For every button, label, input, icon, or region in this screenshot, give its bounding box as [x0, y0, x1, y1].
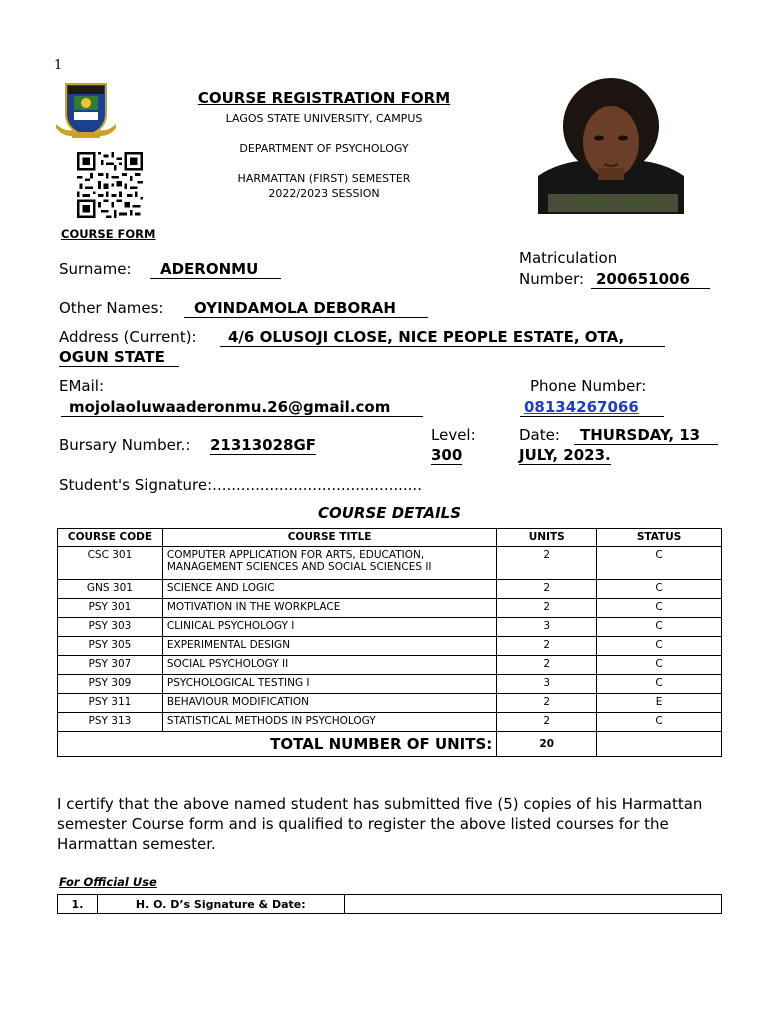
- table-row: [58, 599, 722, 618]
- course-status: C: [597, 675, 722, 694]
- address-line2-value: OGUN STATE: [59, 348, 179, 367]
- course-units: 2: [497, 637, 597, 656]
- course-title: EXPERIMENTAL DESIGN: [162, 637, 496, 656]
- bursary-label: Bursary Number.:: [59, 436, 191, 454]
- header-course-title: COURSE TITLE: [162, 529, 496, 547]
- university-crest-logo: [54, 80, 118, 140]
- course-title: STATISTICAL METHODS IN PSYCHOLOGY: [162, 713, 496, 732]
- other-names-value: OYINDAMOLA DEBORAH: [184, 299, 428, 318]
- matric-label-line2: Number:: [519, 270, 585, 288]
- table-row: [58, 713, 722, 732]
- level-label: Level:: [431, 426, 476, 444]
- official-row-number: 1.: [58, 895, 98, 914]
- course-units: 3: [497, 675, 597, 694]
- email-label: EMail:: [59, 377, 104, 395]
- course-details-title: COURSE DETAILS: [317, 504, 462, 522]
- course-code: PSY 313: [58, 713, 163, 732]
- photo-caption: UTME 2020: [548, 194, 678, 212]
- course-code: PSY 301: [58, 599, 163, 618]
- course-status: C: [597, 580, 722, 599]
- level-value: 300: [431, 446, 463, 464]
- table-row: [58, 547, 722, 580]
- session-name: 2022/2023 SESSION: [268, 187, 380, 200]
- course-title: SOCIAL PSYCHOLOGY II: [162, 656, 496, 675]
- total-units-value: 20: [497, 732, 597, 757]
- course-units: 2: [497, 599, 597, 618]
- other-names-label: Other Names:: [59, 299, 164, 317]
- matric-number-value: 200651006: [591, 270, 710, 289]
- table-row: [58, 637, 722, 656]
- course-title: SCIENCE AND LOGIC: [162, 580, 496, 599]
- certification-text: I certify that the above named student has submitted five (5) copies of his Harmattan semester Course form and is qualified to register the above listed courses for the Harmattan semester.: [57, 795, 703, 853]
- course-title: CLINICAL PSYCHOLOGY I: [162, 618, 496, 637]
- course-form-label: COURSE FORM: [61, 227, 156, 241]
- qr-code: [76, 152, 144, 218]
- course-units: 2: [497, 547, 597, 580]
- bursary-number-value: 21313028GF: [210, 436, 317, 454]
- course-units: 2: [497, 580, 597, 599]
- course-title: BEHAVIOUR MODIFICATION: [162, 694, 496, 713]
- address-label: Address (Current):: [59, 328, 197, 346]
- course-code: GNS 301: [58, 580, 163, 599]
- course-code: CSC 301: [58, 547, 163, 580]
- course-title: COMPUTER APPLICATION FOR ARTS, EDUCATION, MANAGEMENT SCIENCES AND SOCIAL SCIENCES II: [162, 547, 496, 580]
- table-row: [58, 618, 722, 637]
- course-units: 2: [497, 694, 597, 713]
- total-status-empty: [597, 732, 722, 757]
- course-code: PSY 311: [58, 694, 163, 713]
- course-status: C: [597, 618, 722, 637]
- total-units-label: TOTAL NUMBER OF UNITS:: [58, 732, 497, 757]
- course-units: 2: [497, 656, 597, 675]
- university-name: LAGOS STATE UNIVERSITY, CAMPUS: [225, 112, 423, 125]
- email-value: mojolaoluwaaderonmu.26@gmail.com: [61, 398, 423, 417]
- address-line1-value: 4/6 OLUSOJI CLOSE, NICE PEOPLE ESTATE, OTA,: [220, 328, 665, 347]
- course-status: C: [597, 547, 722, 580]
- course-title: PSYCHOLOGICAL TESTING I: [162, 675, 496, 694]
- total-row: [58, 732, 722, 757]
- hod-signature-field: [344, 895, 721, 914]
- student-signature-line: Student's Signature:............................................: [59, 476, 422, 494]
- header-units: UNITS: [497, 529, 597, 547]
- surname-label: Surname:: [59, 260, 132, 278]
- date-line1-value: THURSDAY, 13: [574, 426, 718, 445]
- surname-value: ADERONMU: [150, 260, 281, 279]
- semester-name: HARMATTAN (FIRST) SEMESTER: [237, 172, 411, 185]
- date-line2-value: JULY, 2023.: [519, 446, 611, 464]
- table-row: [58, 580, 722, 599]
- student-photo: [538, 76, 684, 214]
- phone-label: Phone Number:: [530, 377, 647, 395]
- course-code: PSY 303: [58, 618, 163, 637]
- course-status: E: [597, 694, 722, 713]
- header-status: STATUS: [597, 529, 722, 547]
- official-use-label: For Official Use: [59, 875, 157, 889]
- department-name: DEPARTMENT OF PSYCHOLOGY: [239, 142, 409, 155]
- form-title: COURSE REGISTRATION FORM: [197, 89, 451, 107]
- header-course-code: COURSE CODE: [58, 529, 163, 547]
- course-units: 2: [497, 713, 597, 732]
- matric-label-line1: Matriculation: [519, 249, 618, 267]
- course-table-header: [58, 529, 722, 547]
- course-status: C: [597, 599, 722, 618]
- table-row: [58, 656, 722, 675]
- date-label: Date:: [519, 426, 560, 444]
- course-code: PSY 307: [58, 656, 163, 675]
- hod-signature-label: H. O. D’s Signature & Date:: [97, 895, 344, 914]
- course-code: PSY 305: [58, 637, 163, 656]
- course-title: MOTIVATION IN THE WORKPLACE: [162, 599, 496, 618]
- course-status: C: [597, 656, 722, 675]
- phone-link[interactable]: 08134267066: [520, 398, 664, 417]
- course-units: 3: [497, 618, 597, 637]
- table-row: [58, 675, 722, 694]
- page-number: 1: [54, 58, 63, 73]
- course-code: PSY 309: [58, 675, 163, 694]
- course-table: [57, 528, 722, 757]
- official-use-row: [58, 895, 722, 914]
- course-status: C: [597, 713, 722, 732]
- table-row: [58, 694, 722, 713]
- official-use-table: [57, 894, 722, 914]
- course-status: C: [597, 637, 722, 656]
